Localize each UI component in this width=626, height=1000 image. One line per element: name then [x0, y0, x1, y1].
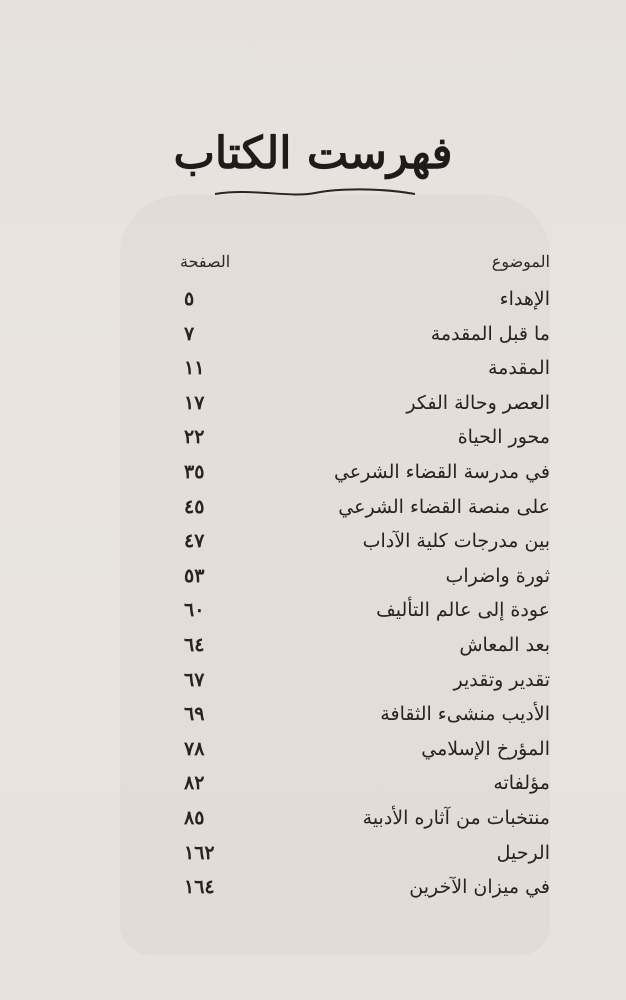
toc-entry-page: ٢٢: [184, 426, 205, 449]
toc-entry: [180, 282, 550, 317]
toc-entry: [180, 351, 550, 386]
title-flourish: [210, 186, 420, 200]
toc-entry: [180, 870, 550, 905]
toc-entry: [180, 628, 550, 663]
page-title: فهرست الكتاب: [173, 128, 453, 179]
toc-entry-page: ٣٥: [184, 460, 205, 483]
toc-entry-page: ٦٤: [184, 633, 205, 656]
toc-entry-topic: مؤلفاته: [493, 772, 550, 795]
toc-entry-page: ٨٢: [184, 772, 205, 795]
toc-entry-topic: الإهداء: [499, 288, 550, 310]
toc-entry-page: ٤٧: [184, 530, 205, 553]
page-column-header: الصفحة: [180, 252, 231, 271]
toc-entry: [180, 455, 550, 490]
toc-entry-topic: المؤرخ الإسلامي: [421, 737, 550, 760]
toc-entry: [180, 490, 550, 525]
toc-entry: [180, 420, 550, 455]
toc-entry: [180, 732, 550, 767]
toc-entry: [180, 766, 550, 801]
toc-entry-page: ٦٧: [184, 668, 205, 691]
toc-entry: [180, 559, 550, 594]
topic-column-header: الموضوع: [491, 252, 550, 271]
toc-entry-topic: منتخبات من آثاره الأدبية: [362, 806, 550, 829]
toc-entry-page: ٧: [184, 322, 195, 345]
toc-entry: [180, 524, 550, 559]
toc-entry-page: ٨٥: [184, 806, 205, 829]
toc-entry-topic: المقدمة: [487, 357, 550, 380]
toc-header: [180, 252, 550, 282]
toc-entry-page: ١٧: [184, 391, 205, 414]
toc-entry-topic: على منصة القضاء الشرعي: [338, 495, 550, 518]
toc-entry-page: ٥: [184, 288, 195, 310]
toc-entry-page: ١٦٢: [184, 841, 215, 864]
toc-entry-topic: تقدير وتقدير: [453, 668, 550, 691]
toc-entry-topic: ما قبل المقدمة: [430, 322, 550, 345]
toc-entry-page: ١١: [184, 357, 205, 380]
toc-entry-topic: الرحيل: [496, 841, 550, 864]
toc-entry-topic: الأديب منشىء الثقافة: [380, 703, 550, 726]
toc-entry: [180, 593, 550, 628]
toc-entry-topic: ثورة واضراب: [445, 564, 550, 587]
toc-entry: [180, 663, 550, 698]
toc-entry-page: ٤٥: [184, 495, 205, 518]
toc-entry-topic: بعد المعاش: [459, 633, 550, 656]
toc-entry-topic: في ميزان الآخرين: [409, 876, 550, 899]
table-of-contents: [180, 252, 550, 905]
toc-entry: [180, 801, 550, 836]
toc-entry-page: ٦٩: [184, 703, 205, 726]
toc-entry-page: ٥٣: [184, 564, 205, 587]
toc-entry-topic: عودة إلى عالم التأليف: [376, 599, 550, 622]
toc-entry-topic: العصر وحالة الفكر: [406, 391, 550, 414]
toc-entry-page: ٦٠: [184, 599, 205, 622]
toc-entry: [180, 836, 550, 871]
toc-entry-topic: في مدرسة القضاء الشرعي: [333, 460, 550, 483]
toc-entry-page: ٧٨: [184, 737, 205, 760]
toc-entry: [180, 697, 550, 732]
toc-entry-topic: محور الحياة: [457, 426, 550, 449]
toc-entry-page: ١٦٤: [184, 876, 215, 899]
toc-entry: [180, 317, 550, 352]
toc-entry: [180, 386, 550, 421]
toc-entry-topic: بين مدرجات كلية الآداب: [362, 530, 550, 553]
